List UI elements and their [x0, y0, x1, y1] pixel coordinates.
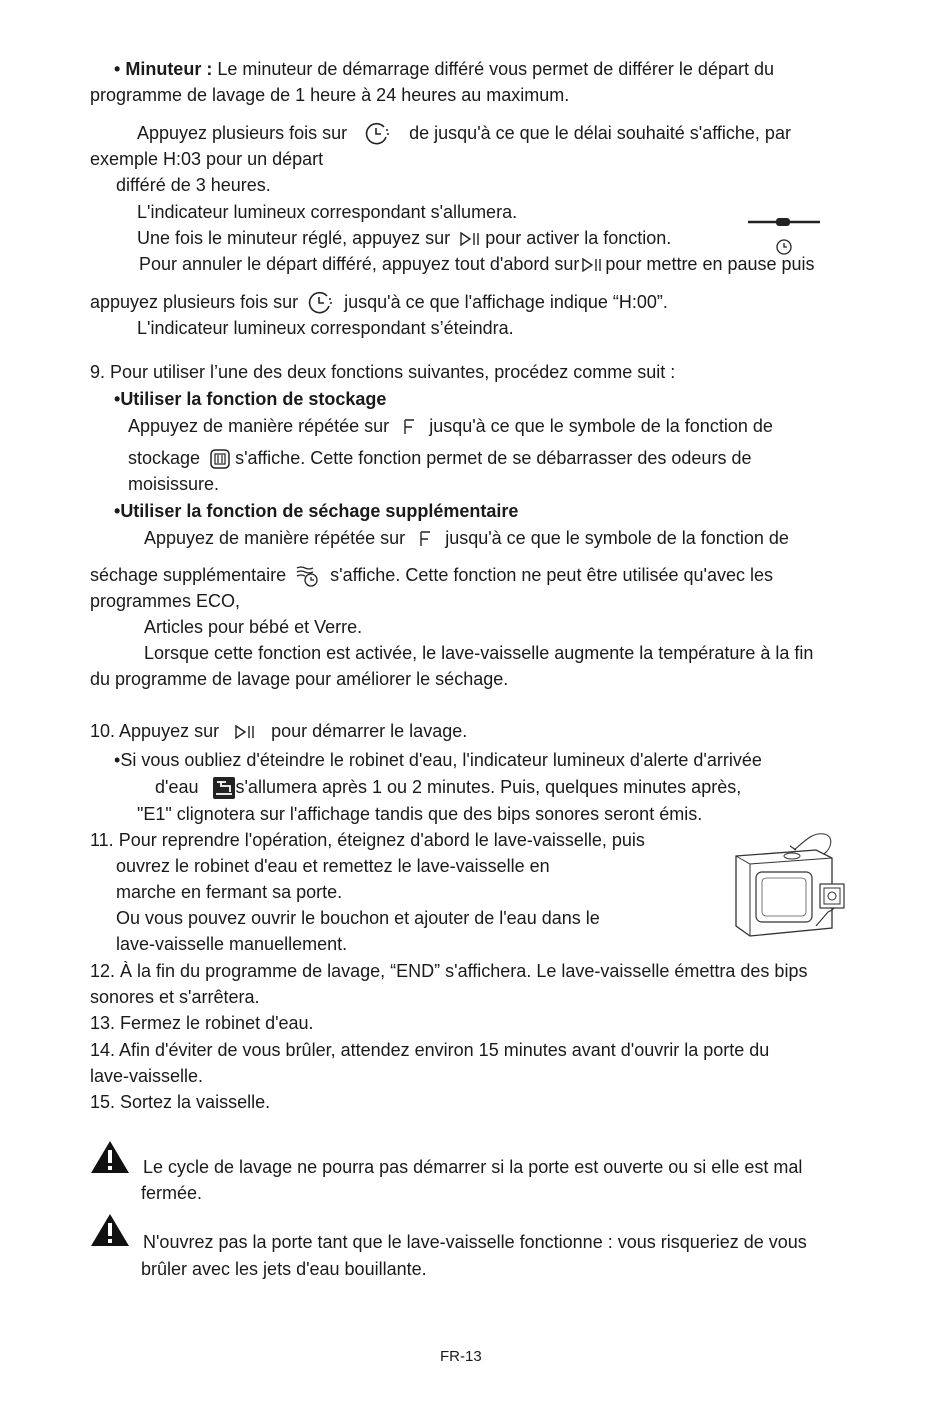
sechage-line-2: séchage supplémentaire s'affiche. Cette fonction ne peut être utilisée qu'avec les: [90, 563, 773, 588]
step-10-line-3: d'eau s'allumera après 1 ou 2 minutes. Puis, quelques minutes après,: [155, 775, 741, 800]
minuteur-line-4: exemple H:03 pour un départ: [90, 149, 324, 169]
minuteur-line-7: Une fois le minuteur réglé, appuyez sur pour activer la fonction.: [137, 228, 672, 248]
step-10-line-4: "E1" clignotera sur l'affichage tandis que des bips sonores seront émis.: [137, 804, 703, 824]
step-12-line-2: sonores et s'arrêtera.: [90, 987, 260, 1007]
warning-icon: [90, 1213, 130, 1252]
minuteur-line-8: Pour annuler le départ différé, appuyez tout d'abord sur pour mettre en pause puis: [139, 254, 815, 274]
minuteur-line-1: • Minuteur : Le minuteur de démarrage différé vous permet de différer le départ du: [114, 59, 774, 79]
step-13: 13. Fermez le robinet d'eau.: [90, 1013, 314, 1033]
stockage-line-1: Appuyez de manière répétée sur jusqu'à ce que le symbole de la fonction de: [128, 416, 773, 436]
timer-icon: [364, 121, 392, 147]
sechage-line-4: Articles pour bébé et Verre.: [144, 617, 363, 637]
play-pause-icon: [459, 231, 481, 247]
function-f-icon: [402, 418, 416, 436]
timer-icon: [307, 290, 335, 316]
function-f-icon: [418, 530, 432, 548]
step-11-line-1: 11. Pour reprendre l'opération, éteignez d'abord le lave-vaisselle, puis: [90, 830, 645, 850]
minuteur-line-2: programme de lavage de 1 heure à 24 heures au maximum.: [90, 85, 570, 105]
step-12-line-1: 12. À la fin du programme de lavage, “END” s'affichera. Le lave-vaisselle émettra des bips: [90, 961, 808, 981]
step-11-line-4: Ou vous pouvez ouvrir le bouchon et ajouter de l'eau dans le: [116, 908, 600, 928]
step-14-line-1: 14. Afin d'éviter de vous brûler, attendez environ 15 minutes avant d'ouvrir la porte du: [90, 1040, 770, 1060]
minuteur-line-3: Appuyez plusieurs fois sur de jusqu'à ce que le délai souhaité s'affiche, par: [137, 121, 791, 147]
sechage-line-5: Lorsque cette fonction est activée, le lave-vaisselle augmente la température à la fin: [144, 643, 814, 663]
play-pause-icon: [234, 724, 256, 740]
sechage-line-6: du programme de lavage pour améliorer le séchage.: [90, 669, 509, 689]
extra-dry-icon: [295, 564, 321, 588]
sechage-line-1: Appuyez de manière répétée sur jusqu'à ce que le symbole de la fonction de: [144, 528, 789, 548]
warning-icon: [90, 1140, 130, 1179]
step-15: 15. Sortez la vaisselle.: [90, 1092, 271, 1112]
minuteur-line-6: L'indicateur lumineux correspondant s'allumera.: [137, 202, 518, 222]
minuteur-line-9: appuyez plusieurs fois sur jusqu'à ce que l'affichage indique “H:00”.: [90, 290, 668, 316]
play-pause-icon: [581, 257, 603, 273]
warning-1-line-1: Le cycle de lavage ne pourra pas démarrer si la porte est ouverte ou si elle est mal: [143, 1157, 803, 1177]
stockage-line-3: moisissure.: [128, 474, 220, 494]
storage-icon: [209, 448, 231, 470]
step-11-line-2: ouvrez le robinet d'eau et remettez le lave-vaisselle en: [116, 856, 550, 876]
step-9-intro: 9. Pour utiliser l’une des deux fonctions suivantes, procédez comme suit :: [90, 362, 676, 382]
sechage-line-3: programmes ECO,: [90, 591, 241, 611]
minuteur-line-10: L'indicateur lumineux correspondant s’éteindra.: [137, 318, 514, 338]
step-11-line-3: marche en fermant sa porte.: [116, 882, 343, 902]
warning-2-line-1: N'ouvrez pas la porte tant que le lave-vaisselle fonctionne : vous risqueriez de vous: [143, 1232, 807, 1252]
stockage-title: •Utiliser la fonction de stockage: [114, 389, 387, 409]
stockage-line-2: stockage s'affiche. Cette fonction permet de se débarrasser des odeurs de: [128, 446, 751, 470]
step-10-line-2: •Si vous oubliez d'éteindre le robinet d'eau, l'indicateur lumineux d'alerte d'arrivée: [114, 750, 762, 770]
step-14-line-2: lave-vaisselle.: [90, 1066, 204, 1086]
sechage-title: •Utiliser la fonction de séchage supplémentaire: [114, 501, 519, 521]
step-10-line-1: 10. Appuyez sur pour démarrer le lavage.: [90, 721, 468, 741]
water-inlet-alert-icon: [212, 776, 236, 800]
warning-2-line-2: brûler avec les jets d'eau bouillante.: [141, 1259, 427, 1279]
minuteur-line-5: différé de 3 heures.: [116, 175, 271, 195]
step-11-line-5: lave-vaisselle manuellement.: [116, 934, 348, 954]
page-number: FR-13: [440, 1348, 482, 1365]
minuteur-label: Minuteur :: [125, 59, 213, 79]
dishwasher-illustration: [720, 828, 852, 945]
warning-1-line-2: fermée.: [141, 1183, 203, 1203]
